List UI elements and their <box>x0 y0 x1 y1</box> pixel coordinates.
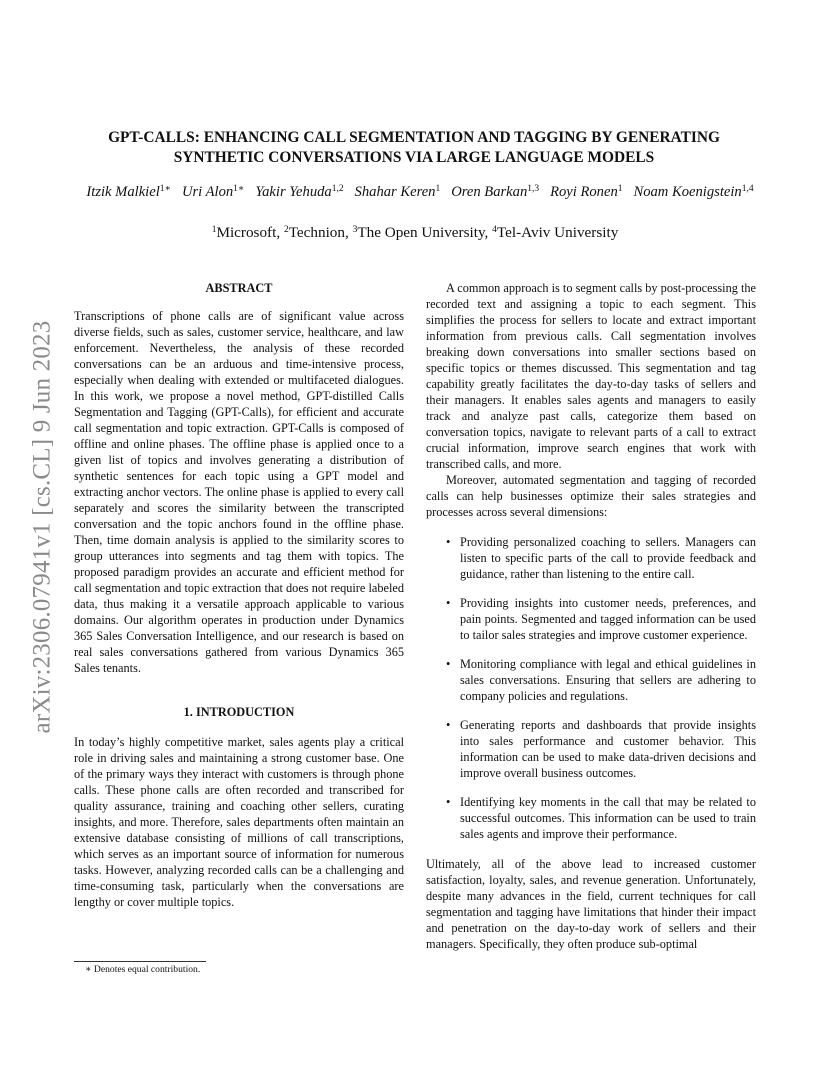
author: Uri Alon$^{1∗}$ <box>181 184 245 200</box>
affiliation: $^4$Tel-Aviv University <box>492 224 619 241</box>
bullet-item: • Providing insights into customer needs, preferences, and pain points. Segmented and tagged information can be used to tailor sales strategies and improve customer experience. <box>446 596 756 642</box>
author: Yakir Yehuda$^{1,2}$ <box>255 184 344 200</box>
paragraph: A common approach is to segment calls by post-processing the recorded text and assigning a topic to each segment. This simplifies the process for sellers to locate and extract important information from previous calls. Call segmentation involves breaking down conversations into smaller sections based on specific topics or themes discussed. This segmentation and tag capability greatly facilitates the day-to-day tasks of sellers and their managers. It enables sales agents and managers to easily track and analyze past calls, categorize them based on conversation topics, navigate to relevant parts of a call to extract crucial information, improve search engines that work with transcribed calls, and more. <box>426 281 756 471</box>
author: Oren Barkan$^{1,3}$ <box>451 184 540 200</box>
bullet-item: • Providing personalized coaching to sellers. Managers can listen to specific parts of the call to provide feedback and guidance, rather than listening to the entire call. <box>446 535 756 581</box>
bullet-marker: • <box>446 718 451 732</box>
author-list <box>60 183 780 201</box>
title-line: SYNTHETIC CONVERSATIONS VIA LARGE LANGUAGE MODELS <box>173 149 655 166</box>
author: Shahar Keren$^1$ <box>354 184 441 200</box>
introduction-text: In today’s highly competitive market, sales agents play a critical role in driving sales and maintaining a strong customer base. One of the primary ways they interact with customers is through phone calls. These phone calls are often recorded and transcribed for quality assurance, training and coaching other sellers, curating insights, and more. Therefore, sales departments often maintain an extensive database consisting of millions of call transcriptions, which serves as an important source of information for numerous tasks. However, analyzing recorded calls can be a challenging and time-consuming task, particularly when the conversations are lengthy or cover multiple topics. <box>74 735 404 909</box>
arxiv-identifier: arXiv:2306.07941v1 [cs.CL] 9 Jun 2023 <box>28 320 56 734</box>
introduction-heading: 1. INTRODUCTION <box>183 705 295 719</box>
bullet-marker: • <box>446 657 451 671</box>
bullet-item: • Monitoring compliance with legal and ethical guidelines in sales conversations. Ensuring that sellers are adhering to company policies and regulations. <box>446 657 756 703</box>
left-column <box>74 280 404 910</box>
affiliation: $^2$Technion, <box>283 224 353 241</box>
paragraph: Moreover, automated segmentation and tagging of recorded calls can help businesses optimize their sales strategies and processes across several dimensions: <box>426 473 756 519</box>
title-line: GPT-CALLS: ENHANCING CALL SEGMENTATION AND TAGGING BY GENERATING <box>108 129 720 146</box>
affiliation: $^3$The Open University, <box>352 224 493 241</box>
arxiv-sidebar <box>20 292 64 762</box>
author: Royi Ronen$^1$ <box>550 184 623 200</box>
author: Itzik Malkiel$^{1∗}$ <box>86 184 171 200</box>
bullet-item: • Identifying key moments in the call that may be related to successful outcomes. This information can be used to train sales agents and improve their performance. <box>446 795 756 841</box>
footnote: ∗ Denotes equal contribution. <box>85 964 201 975</box>
footnote-rule <box>74 961 206 962</box>
paper-title <box>74 128 754 168</box>
bullet-marker: • <box>446 535 451 549</box>
paragraph: Ultimately, all of the above lead to increased customer satisfaction, loyalty, sales, and revenue generation. Unfortunately, despite many advances in the field, current techniques for call segmentation and tagging have limitations that hinder their impact and penetration on the day-to-day work of sellers and their managers. Specifically, they often produce sub-optimal <box>426 857 756 951</box>
bullet-list <box>426 534 756 842</box>
author: Noam Koenigstein$^{1,4}$ <box>633 184 754 200</box>
abstract-text: Transcriptions of phone calls are of significant value across diverse fields, such as sales, customer service, healthcare, and law enforcement. Nevertheless, the analysis of these recorded conversations can be an arduous and time-intensive process, especially when dealing with extended or multifaceted dialogues. In this work, we propose a novel method, GPT-distilled Calls Segmentation and Tagging (GPT-Calls), for efficient and accurate call segmentation and topic extraction. GPT-Calls is composed of offline and online phases. The offline phase is applied once to a given list of topics and involves generating a distribution of synthetic sentences for each topic using a GPT model and extracting anchor vectors. The online phase is applied to every call separately and scores the similarity between the transcripted conversation and the topic anchors found in the offline phase. Then, time domain analysis is applied to the similarity scores to group utterances into segments and tag them with topics. The proposed paradigm provides an accurate and efficient method for call segmentation and topic extraction that does not require labeled data, thus making it a versatile approach applicable to various domains. Our algorithm operates in production under Dynamics 365 Sales Conversation Intelligence, and our research is based on real sales conversations gathered from various Dynamics 365 Sales tenants. <box>74 309 404 675</box>
affiliation: $^1$Microsoft, <box>211 224 284 241</box>
affiliations <box>60 224 770 242</box>
bullet-marker: • <box>446 795 451 809</box>
bullet-item: • Generating reports and dashboards that provide insights into sales performance and customer behavior. This information can be used to make data-driven decisions and improve overall business outcomes. <box>446 718 756 780</box>
bullet-marker: • <box>446 596 451 610</box>
right-column <box>426 280 756 952</box>
abstract-heading: ABSTRACT <box>205 281 273 295</box>
